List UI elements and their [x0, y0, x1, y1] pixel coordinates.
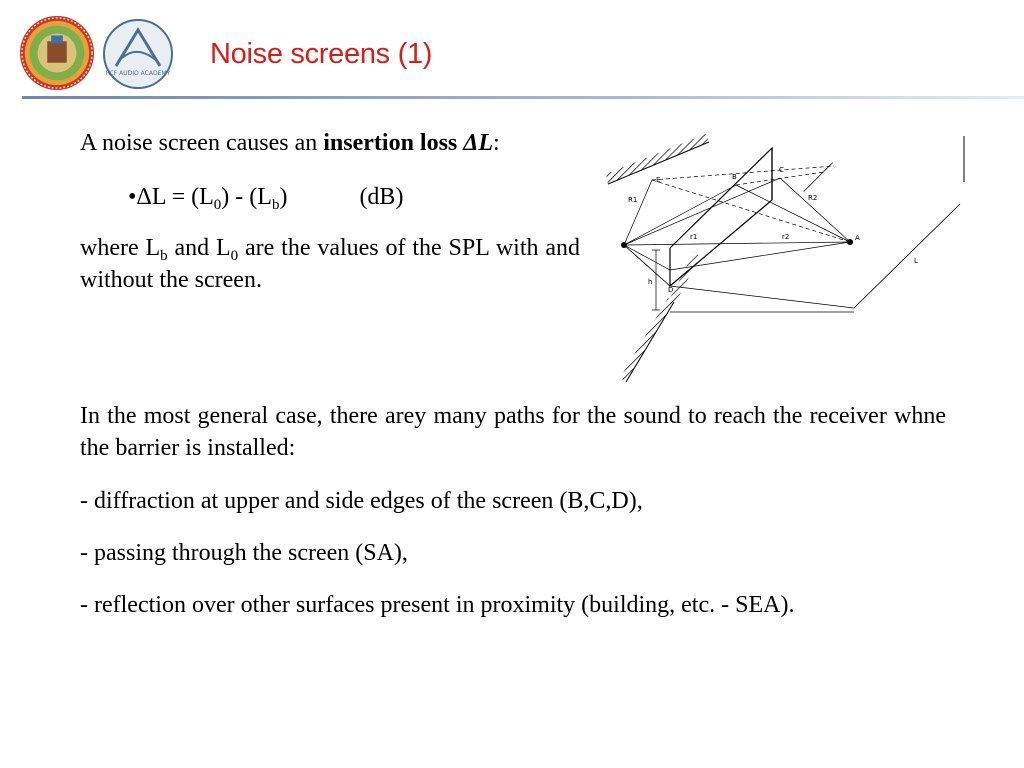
university-seal-logo: [18, 14, 96, 92]
rcf-audio-academy-logo: [102, 18, 174, 90]
label-L: L: [914, 257, 918, 265]
slide-title: Noise screens (1): [210, 38, 433, 70]
receiver-point: [847, 239, 853, 245]
right-hatch: [802, 136, 964, 194]
source-point: [621, 242, 627, 248]
definition-paragraph: [80, 232, 580, 296]
formula-part-c: ): [279, 184, 288, 210]
intro-prefix: A noise screen causes an: [80, 130, 324, 156]
path-item-transmission: - passing through the screen (SA),: [80, 540, 408, 566]
formula-part-b: ) - (L: [221, 184, 272, 210]
noise-barrier-diagram: [596, 130, 968, 386]
formula-unit: (dB): [359, 184, 404, 210]
label-R2: R2: [808, 194, 818, 202]
formula-bullet: •: [128, 184, 137, 210]
formula-sub-a: 0: [213, 197, 222, 213]
path-item-reflection: - reflection over other surfaces present in proximity (building, etc. - SEA).: [80, 592, 795, 618]
def-sub-1: b: [160, 248, 168, 264]
label-R1: R1: [628, 196, 638, 204]
label-r2: r2: [782, 233, 790, 241]
label-h: h: [648, 278, 653, 286]
label-B: B: [732, 173, 737, 181]
def-text-3: are the values of the SPL with and without the screen.: [80, 235, 580, 293]
header-divider: [22, 96, 1024, 99]
label-A: A: [855, 234, 860, 242]
path-item-diffraction: - diffraction at upper and side edges of the screen (B,C,D),: [80, 488, 643, 514]
intro-line: [80, 127, 500, 159]
height-marker: [652, 250, 660, 310]
def-text-2: and L: [167, 235, 231, 261]
label-D: D: [668, 286, 674, 294]
label-r1: r1: [690, 233, 698, 241]
general-case-paragraph: In the most general case, there arey many paths for the sound to reach the receiver whne the barrier is installed:: [80, 403, 946, 461]
formula-part-a: ΔL = (L: [136, 184, 214, 210]
label-E: E: [656, 176, 661, 184]
formula-line: [128, 181, 403, 213]
intro-term: insertion loss: [323, 130, 458, 156]
intro-suffix: :: [492, 130, 500, 156]
def-text-1: where L: [80, 235, 161, 261]
barrier-screen: [670, 148, 772, 286]
sound-rays: [624, 178, 850, 270]
logo-academy-text: RCF AUDIO ACADEMY: [105, 70, 171, 77]
formula-sub-b: b: [271, 197, 280, 213]
intro-symbol: ΔL: [463, 130, 493, 156]
label-C: C: [779, 166, 784, 174]
def-sub-2: 0: [230, 248, 239, 264]
